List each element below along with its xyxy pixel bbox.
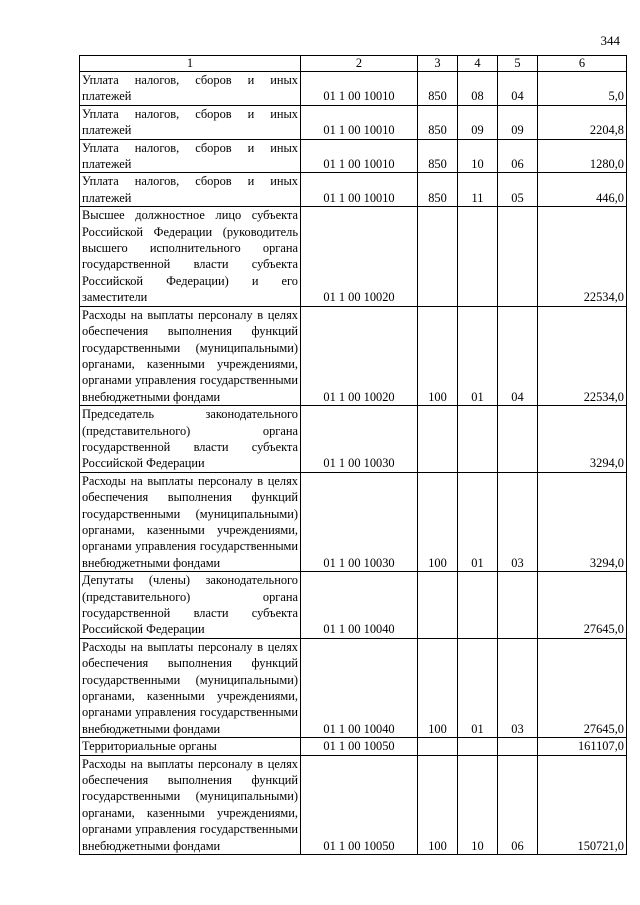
table-row: [80, 72, 627, 106]
subsection-cell: 06: [498, 139, 538, 173]
section-cell: [458, 572, 498, 639]
subsection-cell: 09: [498, 105, 538, 139]
amount-cell: 22534,0: [538, 207, 627, 306]
amount-cell: 27645,0: [538, 572, 627, 639]
target-article-cell: 01 1 00 10040: [301, 572, 418, 639]
expense-name-cell: Расходы на выплаты персоналу в целях обеспечения выполнения функций государственными (муниципальными) органами, казенными учреждениями, органами управления государственными внебюджетными фондами: [80, 755, 301, 854]
target-article-cell: 01 1 00 10050: [301, 738, 418, 755]
target-article-cell: 01 1 00 10050: [301, 755, 418, 854]
amount-cell: 5,0: [538, 72, 627, 106]
target-article-cell: 01 1 00 10010: [301, 173, 418, 207]
amount-cell: 150721,0: [538, 755, 627, 854]
expense-name-cell: Уплата налогов, сборов и иных платежей: [80, 72, 301, 106]
expense-type-cell: [418, 207, 458, 306]
expense-type-cell: 100: [418, 755, 458, 854]
table-row: [80, 638, 627, 737]
table-row: [80, 572, 627, 639]
amount-cell: 22534,0: [538, 306, 627, 405]
amount-cell: 161107,0: [538, 738, 627, 755]
table-row: [80, 173, 627, 207]
table-row: [80, 755, 627, 854]
column-header: 2: [301, 56, 418, 72]
section-cell: 11: [458, 173, 498, 207]
expense-type-cell: [418, 738, 458, 755]
table-row: [80, 139, 627, 173]
section-cell: 10: [458, 139, 498, 173]
expense-type-cell: 850: [418, 72, 458, 106]
expense-type-cell: 100: [418, 306, 458, 405]
subsection-cell: 05: [498, 173, 538, 207]
section-cell: [458, 207, 498, 306]
table-row: [80, 105, 627, 139]
target-article-cell: 01 1 00 10030: [301, 472, 418, 571]
expense-type-cell: [418, 572, 458, 639]
expense-name-cell: Расходы на выплаты персоналу в целях обеспечения выполнения функций государственными (муниципальными) органами, казенными учреждениями, органами управления государственными внебюджетными фондами: [80, 306, 301, 405]
expense-type-cell: 100: [418, 638, 458, 737]
expense-name-cell: Председатель законодательного (представительного) органа государственной власти субъекта Российской Федерации: [80, 406, 301, 473]
subsection-cell: 03: [498, 472, 538, 571]
column-header: 3: [418, 56, 458, 72]
subsection-cell: 04: [498, 72, 538, 106]
page-number: 344: [600, 33, 620, 48]
section-cell: [458, 738, 498, 755]
amount-cell: 27645,0: [538, 638, 627, 737]
subsection-cell: [498, 207, 538, 306]
table-body: [80, 72, 627, 855]
expense-name-cell: Расходы на выплаты персоналу в целях обеспечения выполнения функций государственными (муниципальными) органами, казенными учреждениями, органами управления государственными внебюджетными фондами: [80, 638, 301, 737]
expense-name-cell: Уплата налогов, сборов и иных платежей: [80, 105, 301, 139]
target-article-cell: 01 1 00 10010: [301, 105, 418, 139]
target-article-cell: 01 1 00 10010: [301, 72, 418, 106]
subsection-cell: 03: [498, 638, 538, 737]
section-cell: 01: [458, 638, 498, 737]
expense-name-cell: Депутаты (члены) законодательного (представительного) органа государственной власти субъекта Российской Федерации: [80, 572, 301, 639]
subsection-cell: 04: [498, 306, 538, 405]
target-article-cell: 01 1 00 10040: [301, 638, 418, 737]
amount-cell: 3294,0: [538, 406, 627, 473]
table-header-row: [80, 56, 627, 72]
target-article-cell: 01 1 00 10010: [301, 139, 418, 173]
subsection-cell: [498, 738, 538, 755]
column-header: 4: [458, 56, 498, 72]
target-article-cell: 01 1 00 10030: [301, 406, 418, 473]
amount-cell: 446,0: [538, 173, 627, 207]
budget-table: [79, 55, 627, 855]
expense-type-cell: 850: [418, 173, 458, 207]
table-row: [80, 738, 627, 755]
table-row: [80, 406, 627, 473]
table-row: [80, 306, 627, 405]
subsection-cell: [498, 572, 538, 639]
section-cell: 10: [458, 755, 498, 854]
section-cell: 01: [458, 472, 498, 571]
section-cell: 09: [458, 105, 498, 139]
target-article-cell: 01 1 00 10020: [301, 306, 418, 405]
table-row: [80, 472, 627, 571]
expense-type-cell: 850: [418, 105, 458, 139]
expense-type-cell: 850: [418, 139, 458, 173]
expense-name-cell: Территориальные органы: [80, 738, 301, 755]
subsection-cell: 06: [498, 755, 538, 854]
column-header: 6: [538, 56, 627, 72]
section-cell: [458, 406, 498, 473]
subsection-cell: [498, 406, 538, 473]
expense-name-cell: Уплата налогов, сборов и иных платежей: [80, 173, 301, 207]
column-header: 1: [80, 56, 301, 72]
expense-type-cell: [418, 406, 458, 473]
amount-cell: 2204,8: [538, 105, 627, 139]
expense-name-cell: Высшее должностное лицо субъекта Российской Федерации (руководитель высшего исполнительного органа государственной власти субъекта Российской Федерации) и его заместители: [80, 207, 301, 306]
section-cell: 01: [458, 306, 498, 405]
column-header: 5: [498, 56, 538, 72]
target-article-cell: 01 1 00 10020: [301, 207, 418, 306]
expense-name-cell: Уплата налогов, сборов и иных платежей: [80, 139, 301, 173]
expense-name-cell: Расходы на выплаты персоналу в целях обеспечения выполнения функций государственными (муниципальными) органами, казенными учреждениями, органами управления государственными внебюджетными фондами: [80, 472, 301, 571]
amount-cell: 1280,0: [538, 139, 627, 173]
table-row: [80, 207, 627, 306]
amount-cell: 3294,0: [538, 472, 627, 571]
expense-type-cell: 100: [418, 472, 458, 571]
section-cell: 08: [458, 72, 498, 106]
